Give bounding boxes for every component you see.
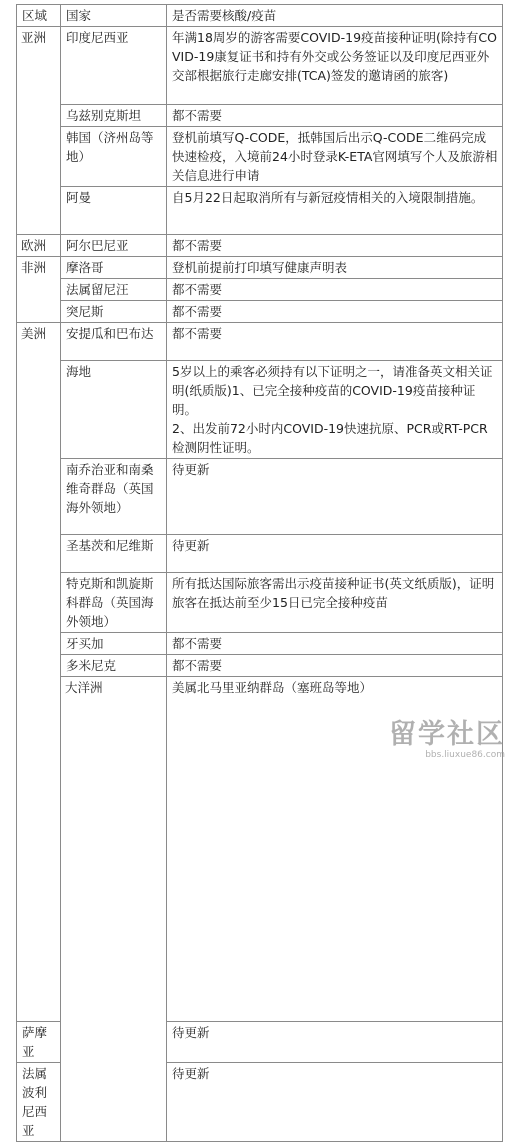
region-cell: 非洲 — [17, 257, 61, 323]
region-cell: 大洋洲 — [61, 677, 167, 1142]
country-cell: 海地 — [61, 361, 167, 459]
table-row — [17, 655, 503, 677]
requirement-cell: 都不需要 — [167, 279, 503, 301]
requirement-cell: 待更新 — [167, 459, 503, 535]
requirement-cell: 都不需要 — [167, 105, 503, 127]
region-cell: 欧洲 — [17, 235, 61, 257]
watermark-logo-text: 留学社区 — [389, 719, 505, 750]
country-cell: 摩洛哥 — [61, 257, 167, 279]
requirement-cell: 都不需要 — [167, 655, 503, 677]
country-cell: 南乔治亚和南桑维奇群岛（英国海外领地） — [61, 459, 167, 535]
country-cell: 牙买加 — [61, 633, 167, 655]
country-cell: 阿尔巴尼亚 — [61, 235, 167, 257]
requirement-cell: 登机前提前打印填写健康声明表 — [167, 257, 503, 279]
country-cell: 阿曼 — [61, 187, 167, 235]
requirement-cell: 都不需要 — [167, 633, 503, 655]
country-cell: 特克斯和凯旋斯科群岛（英国海外领地） — [61, 573, 167, 633]
table-row — [17, 535, 503, 573]
table-row — [17, 235, 503, 257]
requirement-cell: 都不需要 — [167, 301, 503, 323]
requirement-cell: 所有抵达国际旅客需出示疫苗接种证书(英文纸质版)，证明旅客在抵达前至少15日已完全接种疫苗 — [167, 573, 503, 633]
table-row — [17, 105, 503, 127]
requirement-cell: 待更新 — [167, 1022, 503, 1063]
table-row — [17, 127, 503, 187]
table-header-row — [17, 5, 503, 27]
country-cell: 乌兹别克斯坦 — [61, 105, 167, 127]
requirement-cell: 都不需要 — [167, 323, 503, 361]
region-cell: 亚洲 — [17, 27, 61, 235]
table-row — [17, 301, 503, 323]
region-cell: 美洲 — [17, 323, 61, 1022]
entry-requirements-table — [16, 4, 503, 1142]
country-cell: 多米尼克 — [61, 655, 167, 677]
table-row — [17, 187, 503, 235]
header-region: 区域 — [17, 5, 61, 27]
country-cell: 萨摩亚 — [17, 1022, 61, 1063]
country-cell: 突尼斯 — [61, 301, 167, 323]
table-row — [17, 361, 503, 459]
watermark-url: bbs.liuxue86.com — [425, 750, 505, 760]
table-row — [17, 27, 503, 105]
country-cell: 安提瓜和巴布达 — [61, 323, 167, 361]
country-cell: 圣基茨和尼维斯 — [61, 535, 167, 573]
table-row — [17, 459, 503, 535]
requirement-cell: 年满18周岁的游客需要COVID-19疫苗接种证明(除持有COVID-19康复证书和持有外交或公务签证以及印度尼西亚外交部根据旅行走廊安排(TCA)签发的邀请函的旅客) — [167, 27, 503, 105]
requirement-cell: 待更新 — [167, 1063, 503, 1142]
table-row — [17, 279, 503, 301]
country-cell: 印度尼西亚 — [61, 27, 167, 105]
table-row — [17, 257, 503, 279]
requirement-cell: 5岁以上的乘客必须持有以下证明之一，请准备英文相关证明(纸质版)1、已完全接种疫苗的COVID-19疫苗接种证明。 2、出发前72小时内COVID-19快速抗原、PCR或RT-PCR检测阴性证明。 — [167, 361, 503, 459]
requirement-cell: 都不需要 — [167, 235, 503, 257]
country-cell: 法属留尼汪 — [61, 279, 167, 301]
requirement-cell: 登机前填写Q-CODE，抵韩国后出示Q-CODE二维码完成快速检疫，入境前24小时登录K-ETA官网填写个人及旅游相关信息进行申请 — [167, 127, 503, 187]
header-requirement: 是否需要核酸/疫苗 — [167, 5, 503, 27]
requirement-cell: 待更新 — [167, 535, 503, 573]
requirement-cell: 自5月22日起取消所有与新冠疫情相关的入境限制措施。 — [167, 187, 503, 235]
country-cell: 法属波利尼西亚 — [17, 1063, 61, 1142]
country-cell: 韩国（济州岛等地） — [61, 127, 167, 187]
country-cell: 美属北马里亚纳群岛（塞班岛等地） — [167, 677, 503, 1022]
table-row — [17, 573, 503, 633]
table-row — [17, 633, 503, 655]
table-row — [17, 323, 503, 361]
site-watermark — [389, 720, 505, 760]
header-country: 国家 — [61, 5, 167, 27]
